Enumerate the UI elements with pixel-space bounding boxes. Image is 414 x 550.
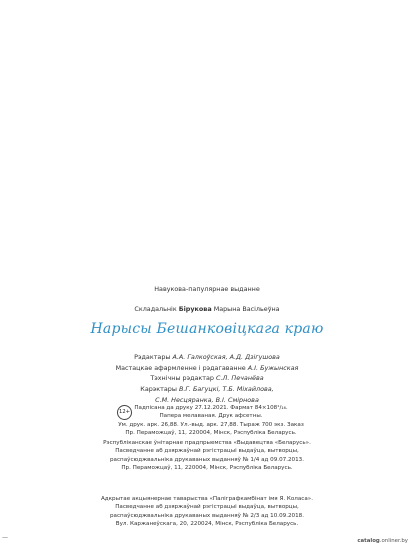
credit-row bbox=[0, 373, 414, 384]
print-info-line: Падпісана да друку 27.12.2021. Фармат 84×108¹/₁₆. bbox=[134, 405, 288, 411]
printer-block bbox=[0, 495, 414, 528]
credit-role: Мастацкае афармленне і рэдагаванне bbox=[115, 363, 246, 372]
publisher-line: Рэспубліканскае ўнітарнае прадпрыемства «Выдавецтва «Беларусь». bbox=[103, 440, 311, 446]
publisher-block bbox=[0, 439, 414, 472]
credit-row bbox=[0, 363, 414, 374]
watermark bbox=[357, 538, 408, 544]
credit-row bbox=[0, 384, 414, 395]
publisher-line: Пасведчанне аб дзяржаўнай рэгістрацыі выдаўца, вытворцы, bbox=[115, 448, 299, 455]
credit-names: С.Л. Печанёва bbox=[216, 374, 264, 383]
printer-line: распаўсюджвальніка друкаваных выданняў № 2/3 ад 10.09.2018. bbox=[110, 512, 304, 519]
watermark-suffix: .onliner.by bbox=[379, 538, 408, 544]
watermark-brand: catalog bbox=[357, 538, 380, 544]
genre-label: Навукова-папулярнае выданне bbox=[154, 285, 260, 293]
credit-role: Карэктары bbox=[140, 385, 177, 394]
credit-role: Рэдактары bbox=[134, 353, 171, 361]
printer-line: Адкрытае акцыянернае таварыства «Паліграфкамбінат імя Я. Коласа». bbox=[100, 496, 313, 502]
publisher-line: распаўсюджвальніка друкаваных выданняў № 1/4 ад 09.07.2013. bbox=[110, 456, 304, 463]
footer-mark: — bbox=[2, 534, 8, 541]
print-info-line: Пр. Пераможцаў, 11, 220004, Мінск, Рэспубліка Беларусь. bbox=[125, 429, 297, 436]
printer-line: Вул. Каржанеўскага, 20, 220024, Мінск, Рэспубліка Беларусь. bbox=[115, 520, 299, 527]
compiler-surname: Бірукова bbox=[178, 305, 212, 313]
credit-names: С.М. Несцяранка, В.І. Смірнова bbox=[155, 395, 259, 404]
credit-names: А.І. Бужынская bbox=[247, 363, 299, 372]
publisher-line: Пр. Пераможцаў, 11, 220004, Мінск, Рэспубліка Беларусь. bbox=[121, 464, 293, 471]
credit-names: В.Г. Багуцкі, Т.Б. Міхайлова, bbox=[178, 385, 274, 394]
compiler-name: Марына Васільеўна bbox=[213, 305, 280, 313]
print-info-line: Папера мелаваная. Друк афсетны. bbox=[159, 413, 263, 420]
credits-block bbox=[0, 352, 414, 406]
book-title: Нарысы Бешанковіцкага краю bbox=[90, 321, 324, 337]
credit-role: Тэхнічны рэдактар bbox=[150, 374, 214, 383]
credit-names: А.А. Галкоўская, А.Д. Дзігушова bbox=[172, 353, 280, 361]
age-rating-badge: 12+ bbox=[117, 405, 132, 420]
compiler-label: Складальнік bbox=[134, 305, 177, 313]
printer-line: Пасведчанне аб дзяржаўнай рэгістрацыі выдаўца, вытворцы, bbox=[115, 504, 299, 511]
print-info-block bbox=[4, 404, 414, 437]
print-info-line: Ум. друк. арк. 26,88. Ул.-выд. арк. 27,88. Тыраж 700 экз. Заказ bbox=[118, 421, 304, 428]
credit-row bbox=[0, 352, 414, 363]
compiler-line bbox=[0, 305, 414, 313]
